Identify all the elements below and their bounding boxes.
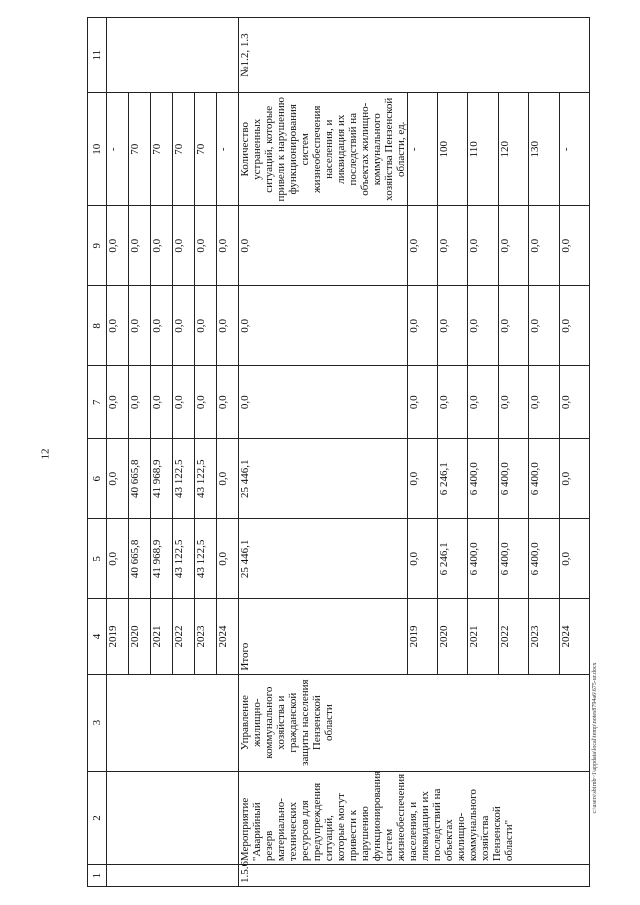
page-number: 12 <box>39 448 52 460</box>
indicator-text: Количество устраненных ситуаций, которые привели к нарушению функционирования систем жизнеобеспечения населения, и ликвидация их последствий на объектах жилищно-коммунального хозяйства Пензенской области, ед. <box>238 93 407 206</box>
rotated-table-container <box>87 17 590 887</box>
item-code: 1.5.6 <box>238 865 589 887</box>
col-num-6: 6 <box>88 439 107 519</box>
table-row: 2024 0,0 0,0 0,0 0,0 0,0 - <box>559 18 590 887</box>
item-name: Мероприятие "Аварийный резерв материально-технических ресурсов для предупреждения ситуаций, которые могут привести к нарушению функционирования систем жизнеобеспечения населения, и ликвидации их последствий на объектах жилищно-коммунального хозяйства Пензенской области" <box>238 771 589 864</box>
total-col-8: 0,0 <box>238 286 407 366</box>
table-row: 2021 6 400,0 6 400,0 0,0 0,0 0,0 110 <box>468 18 498 887</box>
column-number-row <box>88 18 107 887</box>
reference-text: №1.2, 1.3 <box>238 18 589 93</box>
col-num-1: 1 <box>88 865 107 887</box>
table-row: 2023 43 122,5 43 122,5 0,0 0,0 0,0 70 <box>194 18 216 887</box>
total-col-5: 25 446,1 <box>238 519 407 599</box>
total-col-7: 0,0 <box>238 366 407 439</box>
col-num-8: 8 <box>88 286 107 366</box>
budget-table <box>87 17 590 887</box>
total-label: Итого <box>238 599 407 674</box>
footer-file-path: c:\users\sbirnb~1\appdata\local\temp\notes8794a6\675-ur.docx <box>592 662 598 814</box>
col-num-9: 9 <box>88 206 107 286</box>
item-total-row <box>238 18 407 887</box>
table-row: 2024 0,0 0,0 0,0 0,0 0,0 - <box>216 18 238 887</box>
item-executor: Управление жилищно-коммунального хозяйства и гражданской защиты населения Пензенской области <box>238 674 589 771</box>
col-num-5: 5 <box>88 519 107 599</box>
table-row: 2019 0,0 0,0 0,0 0,0 0,0 - <box>407 18 437 887</box>
col-num-7: 7 <box>88 366 107 439</box>
col-num-2: 2 <box>88 771 107 864</box>
col-num-4: 4 <box>88 599 107 674</box>
table-row: 2020 40 665,8 40 665,8 0,0 0,0 0,0 70 <box>128 18 150 887</box>
col-num-11: 11 <box>88 18 107 93</box>
table-row: 2019 0,0 0,0 0,0 0,0 0,0 - <box>107 18 129 887</box>
table-row: 2021 41 968,9 41 968,9 0,0 0,0 0,0 70 <box>150 18 172 887</box>
table-row: 2020 6 246,1 6 246,1 0,0 0,0 0,0 100 <box>438 18 468 887</box>
table-row: 2023 6 400,0 6 400,0 0,0 0,0 0,0 130 <box>529 18 559 887</box>
table-row: 2022 43 122,5 43 122,5 0,0 0,0 0,0 70 <box>172 18 194 887</box>
total-col-9: 0,0 <box>238 206 407 286</box>
col-num-3: 3 <box>88 674 107 771</box>
total-col-6: 25 446,1 <box>238 439 407 519</box>
table-row: 2022 6 400,0 6 400,0 0,0 0,0 0,0 120 <box>498 18 528 887</box>
col-num-10: 10 <box>88 93 107 206</box>
